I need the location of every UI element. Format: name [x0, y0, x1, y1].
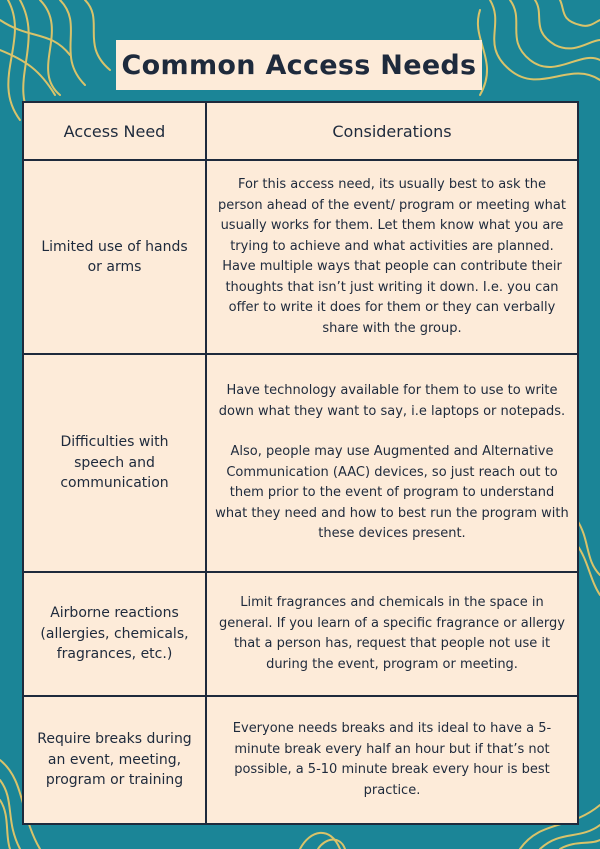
table-header-row	[23, 102, 578, 160]
considerations-text: Limit fragrances and chemicals in the space in general. If you learn of a specific fragrance or allergy that a person has, request that people not use it during the event, program or meeting.	[219, 595, 565, 672]
considerations-text: Also, people may use Augmented and Alternative Communication (AAC) devices, so just reach out to them prior to the event of program to understand what they need and how to best run the program with these devices present.	[215, 444, 569, 542]
title-banner	[116, 40, 482, 90]
considerations-cell	[206, 696, 578, 824]
column-header-considerations: Considerations	[206, 102, 578, 160]
access-need-cell: Require breaks during an event, meeting, program or training	[23, 696, 206, 824]
considerations-text: For this access need, its usually best to ask the person ahead of the event/ program or meeting what usually works for them. Let them know what you are trying to achieve and what activities are planned. Have multiple ways that people can contribute their thoughts that isn’t just writing it down. I.e. you can offer to write it does for them or they can verbally share with the group.	[218, 177, 566, 336]
access-need-cell: Airborne reactions (allergies, chemicals, fragrances, etc.)	[23, 572, 206, 696]
table-row	[23, 354, 578, 572]
access-needs-table	[22, 101, 579, 825]
page-title: Common Access Needs	[121, 49, 477, 81]
table-row	[23, 572, 578, 696]
considerations-text: Everyone needs breaks and its ideal to have a 5-minute break every half an hour but if that’s not possible, a 5-10 minute break every hour is best practice.	[232, 721, 552, 798]
access-need-cell: Difficulties with speech and communication	[23, 354, 206, 572]
table-row	[23, 696, 578, 824]
access-need-cell: Limited use of hands or arms	[23, 160, 206, 354]
table-row	[23, 160, 578, 354]
considerations-cell	[206, 572, 578, 696]
considerations-cell	[206, 354, 578, 572]
column-header-access-need: Access Need	[23, 102, 206, 160]
considerations-text: Have technology available for them to use to write down what they want to say, i.e laptops or notepads.	[218, 383, 566, 419]
considerations-cell	[206, 160, 578, 354]
